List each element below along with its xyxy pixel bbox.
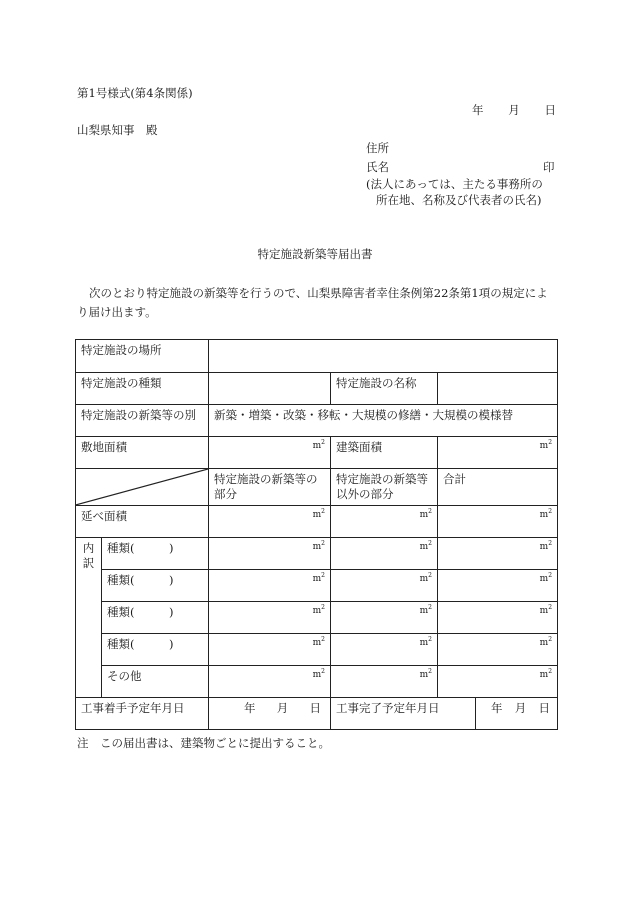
table-row <box>76 469 558 506</box>
seal-mark: 印 <box>543 160 555 174</box>
table-row <box>76 569 558 601</box>
breakdown-total[interactable] <box>438 569 558 601</box>
applicant-name-label: 氏名 <box>366 160 389 174</box>
site-area-value[interactable] <box>209 437 331 469</box>
breakdown-label: 内訳 <box>76 537 102 697</box>
table-row <box>76 697 558 729</box>
start-date-fields <box>214 701 325 716</box>
breakdown-new-part[interactable] <box>209 537 331 569</box>
unit-label: $m^2$ <box>312 507 325 520</box>
unit-label: $m^2$ <box>419 635 432 648</box>
day-label: 日 <box>309 700 321 715</box>
table-row <box>76 437 558 469</box>
table-row <box>76 373 558 405</box>
breakdown-type-row-label: 種類( ) <box>102 633 209 665</box>
addressee: 山梨県知事 殿 <box>77 123 158 137</box>
unit-label: $m^2$ <box>312 635 325 648</box>
table-row <box>76 505 558 537</box>
year-label: 年 <box>244 700 256 715</box>
application-form-table <box>75 339 558 730</box>
facility-name-value[interactable] <box>438 373 558 405</box>
intro-paragraph: 次のとおり特定施設の新築等を行うので、山梨県障害者幸住条例第22条第1項の規定により届け出ます。 <box>77 286 548 319</box>
facility-type-label: 特定施設の種類 <box>76 373 209 405</box>
start-date-value[interactable] <box>209 697 331 729</box>
unit-label: $m^2$ <box>539 635 553 648</box>
breakdown-new-part[interactable] <box>209 569 331 601</box>
date-line <box>472 104 556 118</box>
unit-label: $m^2$ <box>419 603 432 616</box>
unit-label: $m^2$ <box>312 603 325 616</box>
breakdown-new-part[interactable] <box>209 601 331 633</box>
diagonal-header-cell <box>76 469 209 506</box>
breakdown-other-part[interactable] <box>331 537 438 569</box>
corporation-note-line-2: 所在地、名称及び代表者の氏名) <box>376 193 542 207</box>
breakdown-type-row-label: 種類( ) <box>102 537 209 569</box>
breakdown-total[interactable] <box>438 633 558 665</box>
day-label: 日 <box>538 700 551 715</box>
table-row <box>76 601 558 633</box>
breakdown-total[interactable] <box>438 601 558 633</box>
unit-label: $m^2$ <box>539 667 553 680</box>
end-date-fields <box>481 701 552 716</box>
unit-label: $m^2$ <box>539 539 553 552</box>
month-label: 月 <box>276 700 289 715</box>
unit-label: $m^2$ <box>539 507 553 520</box>
construction-kind-label: 特定施設の新築等の別 <box>76 405 209 437</box>
unit-label: $m^2$ <box>419 507 432 520</box>
unit-label: $m^2$ <box>419 667 432 680</box>
breakdown-type-row-label: 種類( ) <box>102 601 209 633</box>
form-number: 第1号様式(第4条関係) <box>77 86 193 100</box>
address-label: 住所 <box>366 141 389 155</box>
unit-label: $m^2$ <box>539 571 553 584</box>
unit-label: $m^2$ <box>312 539 325 552</box>
footnote: 注 この届出書は、建築物ごとに提出すること。 <box>77 736 330 750</box>
breakdown-total[interactable] <box>438 665 558 697</box>
table-row <box>76 665 558 697</box>
column-header-total: 合計 <box>438 469 558 506</box>
breakdown-other-part[interactable] <box>331 633 438 665</box>
unit-label: $m^2$ <box>419 539 432 552</box>
diagonal-line <box>76 469 208 505</box>
table-row <box>76 340 558 373</box>
breakdown-new-part[interactable] <box>209 665 331 697</box>
year-label: 年 <box>491 700 503 715</box>
corporation-note-line-1: (法人にあっては、主たる事務所の <box>366 177 543 191</box>
unit-label: $m^2$ <box>312 571 325 584</box>
facility-name-label: 特定施設の名称 <box>331 373 438 405</box>
facility-type-value[interactable] <box>209 373 331 405</box>
breakdown-new-part[interactable] <box>209 633 331 665</box>
breakdown-type-row-label: 種類( ) <box>102 569 209 601</box>
table-row <box>76 537 558 569</box>
breakdown-other-part[interactable] <box>331 665 438 697</box>
building-area-value[interactable] <box>438 437 558 469</box>
end-date-label: 工事完了予定年月日 <box>331 697 476 729</box>
breakdown-other-part[interactable] <box>331 601 438 633</box>
end-date-value[interactable] <box>476 697 558 729</box>
unit-label: $m^2$ <box>539 439 553 451</box>
document-title: 特定施設新築等届出書 <box>257 247 373 261</box>
column-header-other-part: 特定施設の新築等以外の部分 <box>331 469 438 506</box>
unit-label: $m^2$ <box>539 603 553 616</box>
table-row <box>76 405 558 437</box>
location-label: 特定施設の場所 <box>76 340 209 373</box>
unit-label: $m^2$ <box>312 667 325 680</box>
breakdown-other-part[interactable] <box>331 569 438 601</box>
construction-kind-options[interactable]: 新築・増築・改築・移転・大規模の修繕・大規模の模様替 <box>209 405 558 437</box>
month-label: 月 <box>514 700 527 715</box>
table-row <box>76 633 558 665</box>
total-floor-area-label: 延べ面積 <box>76 505 209 537</box>
column-header-new-part: 特定施設の新築等の部分 <box>209 469 331 506</box>
location-value[interactable] <box>209 340 558 373</box>
unit-label: $m^2$ <box>419 571 432 584</box>
breakdown-other-row-label: その他 <box>102 665 209 697</box>
start-date-label: 工事着手予定年月日 <box>76 697 209 729</box>
total-floor-other-part[interactable] <box>331 505 438 537</box>
date-year-label: 年 <box>472 103 484 117</box>
total-floor-new-part[interactable] <box>209 505 331 537</box>
date-day-label: 日 <box>544 103 556 117</box>
site-area-label: 敷地面積 <box>76 437 209 469</box>
total-floor-total[interactable] <box>438 505 558 537</box>
date-month-label: 月 <box>508 103 520 117</box>
breakdown-total[interactable] <box>438 537 558 569</box>
unit-label: $m^2$ <box>312 439 325 451</box>
building-area-label: 建築面積 <box>331 437 438 469</box>
